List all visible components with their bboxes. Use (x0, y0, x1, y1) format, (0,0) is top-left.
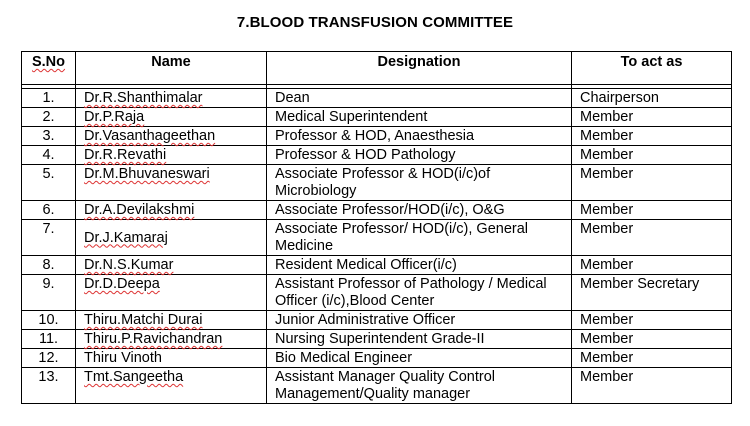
cell-sno: 6. (22, 201, 76, 220)
cell-name: Thiru.P.Ravichandran (76, 330, 267, 349)
cell-role: Member (572, 220, 732, 256)
cell-name: Dr.M.Bhuvaneswari (76, 165, 267, 201)
table-row (22, 89, 732, 108)
cell-sno: 4. (22, 146, 76, 165)
cell-role: Member (572, 146, 732, 165)
table-row (22, 127, 732, 146)
table-row (22, 330, 732, 349)
cell-name: Dr.N.S.Kumar (76, 256, 267, 275)
cell-role: Member (572, 201, 732, 220)
header-designation: Designation (267, 52, 572, 85)
header-sno: S.No (22, 52, 76, 85)
cell-designation: Nursing Superintendent Grade-II (267, 330, 572, 349)
cell-role: Chairperson (572, 89, 732, 108)
cell-sno: 9. (22, 275, 76, 311)
cell-designation: Dean (267, 89, 572, 108)
table-row (22, 349, 732, 368)
table-row (22, 311, 732, 330)
cell-role: Member (572, 108, 732, 127)
table-row (22, 108, 732, 127)
table-row (22, 275, 732, 311)
committee-table (21, 51, 732, 404)
cell-sno: 2. (22, 108, 76, 127)
cell-name: Dr.D.Deepa (76, 275, 267, 311)
cell-designation: Associate Professor/HOD(i/c), O&G (267, 201, 572, 220)
table-row (22, 220, 732, 256)
table-row (22, 165, 732, 201)
cell-name: Thiru Vinoth (76, 349, 267, 368)
cell-designation: Associate Professor/ HOD(i/c), General Medicine (267, 220, 572, 256)
header-role: To act as (572, 52, 732, 85)
table-row (22, 256, 732, 275)
cell-sno: 3. (22, 127, 76, 146)
cell-name: Dr.J.Kamaraj (76, 220, 267, 256)
cell-name: Dr.Vasanthageethan (76, 127, 267, 146)
cell-role: Member Secretary (572, 275, 732, 311)
cell-name: Dr.R.Revathi (76, 146, 267, 165)
cell-name: Dr.A.Devilakshmi (76, 201, 267, 220)
cell-designation: Resident Medical Officer(i/c) (267, 256, 572, 275)
cell-name: Tmt.Sangeetha (76, 368, 267, 404)
cell-designation: Assistant Manager Quality Control Management/Quality manager (267, 368, 572, 404)
cell-name: Dr.R.Shanthimalar (76, 89, 267, 108)
page-title: 7.BLOOD TRANSFUSION COMMITTEE (236, 14, 514, 31)
table-row (22, 201, 732, 220)
cell-role: Member (572, 368, 732, 404)
header-name: Name (76, 52, 267, 85)
cell-role: Member (572, 165, 732, 201)
cell-sno: 8. (22, 256, 76, 275)
cell-name: Thiru.Matchi Durai (76, 311, 267, 330)
cell-sno: 1. (22, 89, 76, 108)
cell-role: Member (572, 311, 732, 330)
table-header-row (22, 52, 732, 85)
cell-sno: 10. (22, 311, 76, 330)
cell-designation: Junior Administrative Officer (267, 311, 572, 330)
cell-sno: 12. (22, 349, 76, 368)
cell-sno: 11. (22, 330, 76, 349)
cell-designation: Medical Superintendent (267, 108, 572, 127)
cell-designation: Associate Professor & HOD(i/c)of Microbiology (267, 165, 572, 201)
cell-role: Member (572, 330, 732, 349)
cell-sno: 7. (22, 220, 76, 256)
cell-sno: 13. (22, 368, 76, 404)
cell-designation: Assistant Professor of Pathology / Medical Officer (i/c),Blood Center (267, 275, 572, 311)
cell-sno: 5. (22, 165, 76, 201)
cell-designation: Professor & HOD, Anaesthesia (267, 127, 572, 146)
cell-designation: Professor & HOD Pathology (267, 146, 572, 165)
cell-role: Member (572, 349, 732, 368)
cell-name: Dr.P.Raja (76, 108, 267, 127)
cell-role: Member (572, 256, 732, 275)
table-row (22, 146, 732, 165)
cell-designation: Bio Medical Engineer (267, 349, 572, 368)
table-row (22, 368, 732, 404)
cell-role: Member (572, 127, 732, 146)
